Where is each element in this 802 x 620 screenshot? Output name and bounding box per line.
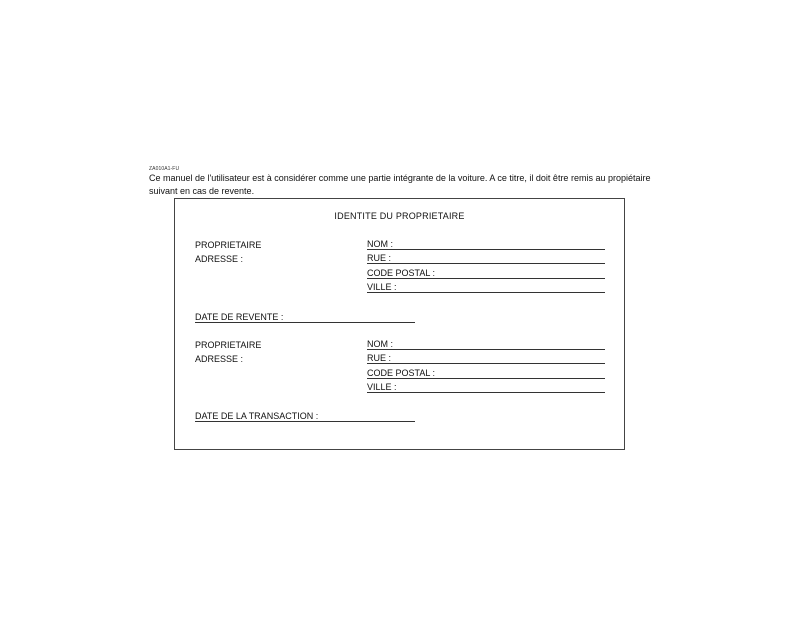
owner2-address-label: ADRESSE : (195, 354, 244, 364)
document-code: ZA010A1-FU (149, 166, 180, 172)
owner2-rue-field[interactable]: RUE : (367, 353, 605, 364)
resale-date-field[interactable]: DATE DE REVENTE : (195, 312, 415, 323)
owner2-nom-field[interactable]: NOM : (367, 339, 605, 350)
owner1-address-label: ADRESSE : (195, 254, 244, 264)
owner1-nom-field[interactable]: NOM : (367, 239, 605, 250)
owner2-label: PROPRIETAIRE (195, 340, 262, 350)
intro-paragraph: Ce manuel de l'utilisateur est à considérer comme une partie intégrante de la voiture. A ce titre, il doit être remis au propiétaire suivant en cas de revente. (149, 173, 651, 196)
owner-identity-form (174, 198, 625, 450)
owner2-code-postal-field[interactable]: CODE POSTAL : (367, 368, 605, 379)
owner1-rue-field[interactable]: RUE : (367, 253, 605, 264)
form-title: IDENTITE DU PROPRIETAIRE (334, 211, 465, 221)
owner1-code-postal-field[interactable]: CODE POSTAL : (367, 268, 605, 279)
owner1-label: PROPRIETAIRE (195, 240, 262, 250)
transaction-date-field[interactable]: DATE DE LA TRANSACTION : (195, 411, 415, 422)
owner1-ville-field[interactable]: VILLE : (367, 282, 605, 293)
owner2-ville-field[interactable]: VILLE : (367, 382, 605, 393)
